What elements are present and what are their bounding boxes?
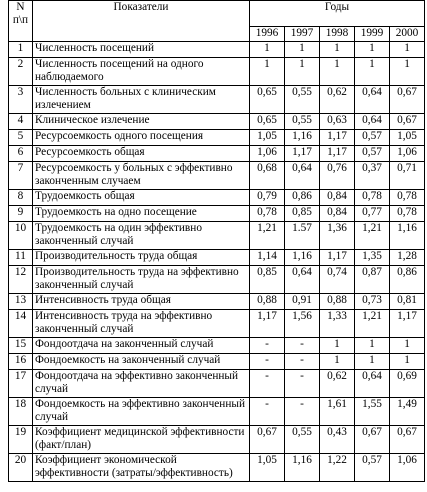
indicator-label: Производительность труда общая [33,250,250,266]
row-number: 10 [9,222,33,250]
value-cell: 0,78 [355,190,390,206]
year-2000: 2000 [390,27,425,42]
value-cell: 1,16 [285,250,320,266]
value-cell: 0,57 [355,146,390,162]
indicator-label: Производительность труда на эффективно законченный случай [33,266,250,294]
value-cell: 1,16 [390,222,425,250]
indicator-label: Коэффициент экономической эффективности (затраты/эффективность) [33,454,250,482]
value-cell: 0,67 [390,86,425,114]
year-1998: 1998 [320,27,355,42]
row-number: 16 [9,354,33,370]
value-cell: 1,17 [390,310,425,338]
value-cell: 0,62 [320,86,355,114]
indicator-label: Клиническое излечение [33,114,250,130]
value-cell: 1,06 [390,146,425,162]
row-number: 20 [9,454,33,482]
value-cell: 1,14 [250,250,285,266]
table-row [9,190,425,206]
value-cell: 1 [355,58,390,86]
year-1997: 1997 [285,27,320,42]
value-cell: 1,05 [390,130,425,146]
value-cell: - [285,398,320,426]
row-number: 15 [9,338,33,354]
value-cell: 0,85 [285,206,320,222]
value-cell: 0,84 [320,190,355,206]
table-row [9,42,425,58]
table-row [9,266,425,294]
value-cell: 1 [355,354,390,370]
value-cell: 0,57 [355,130,390,146]
table-row [9,294,425,310]
value-cell: 0,78 [390,206,425,222]
value-cell: 1 [320,354,355,370]
value-cell: 1,55 [355,398,390,426]
value-cell: 1,17 [285,146,320,162]
indicator-label: Численность посещений [33,42,250,58]
value-cell: 1 [285,58,320,86]
value-cell: 1,17 [320,130,355,146]
indicator-label: Фондоемкость на эффективно законченный случай [33,398,250,426]
value-cell: 0,62 [320,370,355,398]
indicator-label: Трудоемкость общая [33,190,250,206]
value-cell: 0,65 [250,86,285,114]
value-cell: 1,16 [285,130,320,146]
indicator-label: Фондоотдача на законченный случай [33,338,250,354]
table-row [9,114,425,130]
value-cell: 1 [390,354,425,370]
value-cell: 0,64 [355,86,390,114]
row-number: 2 [9,58,33,86]
value-cell: 0,84 [320,206,355,222]
value-cell: 1,06 [250,146,285,162]
indicator-label: Трудоемкость на одно посещение [33,206,250,222]
value-cell: 0,67 [355,426,390,454]
value-cell: 0,64 [355,370,390,398]
header-years: Годы [250,1,425,27]
table-row [9,398,425,426]
indicator-label: Коэффициент медицинской эффективности (факт/план) [33,426,250,454]
value-cell: 1 [390,42,425,58]
value-cell: 1 [390,58,425,86]
value-cell: - [285,338,320,354]
value-cell: 1.57 [285,222,320,250]
row-number: 12 [9,266,33,294]
value-cell: 0,73 [355,294,390,310]
row-number: 1 [9,42,33,58]
value-cell: 0,76 [320,162,355,190]
value-cell: 1,21 [355,222,390,250]
value-cell: 0,63 [320,114,355,130]
value-cell: 1 [320,338,355,354]
table-row [9,130,425,146]
value-cell: 1 [390,338,425,354]
table-row [9,454,425,482]
value-cell: 1 [355,338,390,354]
value-cell: 0,71 [390,162,425,190]
value-cell: 0,55 [285,114,320,130]
table-row [9,146,425,162]
indicator-label: Ресурсоемкость у больных с эффективно законченным случаем [33,162,250,190]
table-row [9,58,425,86]
row-number: 9 [9,206,33,222]
value-cell: 0,85 [250,266,285,294]
value-cell: 0,55 [285,86,320,114]
value-cell: 1 [285,42,320,58]
indicator-label: Ресурсоемкость общая [33,146,250,162]
value-cell: 1,17 [250,310,285,338]
value-cell: 1 [320,58,355,86]
header-num: N п\п [9,1,33,42]
table-row [9,426,425,454]
indicator-label: Интенсивность труда общая [33,294,250,310]
value-cell: 0,86 [285,190,320,206]
row-number: 6 [9,146,33,162]
table-row [9,310,425,338]
value-cell: 1,33 [320,310,355,338]
table-row [9,354,425,370]
value-cell: - [285,354,320,370]
value-cell: 0,64 [355,114,390,130]
row-number: 14 [9,310,33,338]
indicator-label: Ресурсоемкость одного посещения [33,130,250,146]
header-indicator: Показатели [33,1,250,42]
row-number: 17 [9,370,33,398]
indicator-label: Численность больных с клиническим излечением [33,86,250,114]
value-cell: 0,57 [355,454,390,482]
year-1999: 1999 [355,27,390,42]
value-cell: 1,49 [390,398,425,426]
table-row [9,222,425,250]
indicator-label: Фондоотдача на эффективно законченный случай [33,370,250,398]
row-number: 7 [9,162,33,190]
value-cell: 0,55 [285,426,320,454]
value-cell: 1 [320,42,355,58]
row-number: 4 [9,114,33,130]
row-number: 18 [9,398,33,426]
value-cell: 1,16 [285,454,320,482]
value-cell: 0,37 [355,162,390,190]
indicator-label: Интенсивность труда на эффективно законченный случай [33,310,250,338]
value-cell: - [250,370,285,398]
value-cell: 0,78 [390,190,425,206]
value-cell: 1,17 [320,146,355,162]
row-number: 3 [9,86,33,114]
row-number: 11 [9,250,33,266]
value-cell: 0,81 [390,294,425,310]
year-1996: 1996 [250,27,285,42]
value-cell: 1,21 [250,222,285,250]
value-cell: 1,36 [320,222,355,250]
table-row [9,250,425,266]
value-cell: 1,61 [320,398,355,426]
value-cell: 0,87 [355,266,390,294]
value-cell: 1 [250,42,285,58]
table-row [9,338,425,354]
row-number: 5 [9,130,33,146]
value-cell: 1,22 [320,454,355,482]
value-cell: 0,77 [355,206,390,222]
value-cell: 0,64 [285,162,320,190]
value-cell: 0,74 [320,266,355,294]
indicators-table [8,0,425,482]
row-number: 8 [9,190,33,206]
value-cell: 1,06 [390,454,425,482]
table-row [9,86,425,114]
indicator-label: Численность посещений на одного наблюдаемого [33,58,250,86]
row-number: 13 [9,294,33,310]
value-cell: 1 [250,58,285,86]
value-cell: 0,43 [320,426,355,454]
value-cell: 0,69 [390,370,425,398]
value-cell: 0,91 [285,294,320,310]
table-row [9,162,425,190]
value-cell: 1,21 [355,310,390,338]
value-cell: 0,88 [320,294,355,310]
value-cell: - [250,338,285,354]
value-cell: 0,67 [390,114,425,130]
value-cell: 0,68 [250,162,285,190]
value-cell: - [285,370,320,398]
value-cell: 0,78 [250,206,285,222]
row-number: 19 [9,426,33,454]
value-cell: 1,05 [250,130,285,146]
value-cell: 1,17 [320,250,355,266]
value-cell: - [250,398,285,426]
indicator-label: Трудоемкость на один эффективно законченный случай [33,222,250,250]
header-row [9,1,425,27]
value-cell: 0,88 [250,294,285,310]
table-row [9,370,425,398]
value-cell: 0,65 [250,114,285,130]
value-cell: - [250,354,285,370]
value-cell: 0,86 [390,266,425,294]
table-body [9,42,425,482]
value-cell: 1,05 [250,454,285,482]
indicator-label: Фондоемкость на законченный случай [33,354,250,370]
value-cell: 0,67 [250,426,285,454]
value-cell: 0,64 [285,266,320,294]
value-cell: 1,56 [285,310,320,338]
value-cell: 1,35 [355,250,390,266]
value-cell: 0,67 [390,426,425,454]
value-cell: 0,79 [250,190,285,206]
value-cell: 1 [355,42,390,58]
table-row [9,206,425,222]
value-cell: 1,28 [390,250,425,266]
